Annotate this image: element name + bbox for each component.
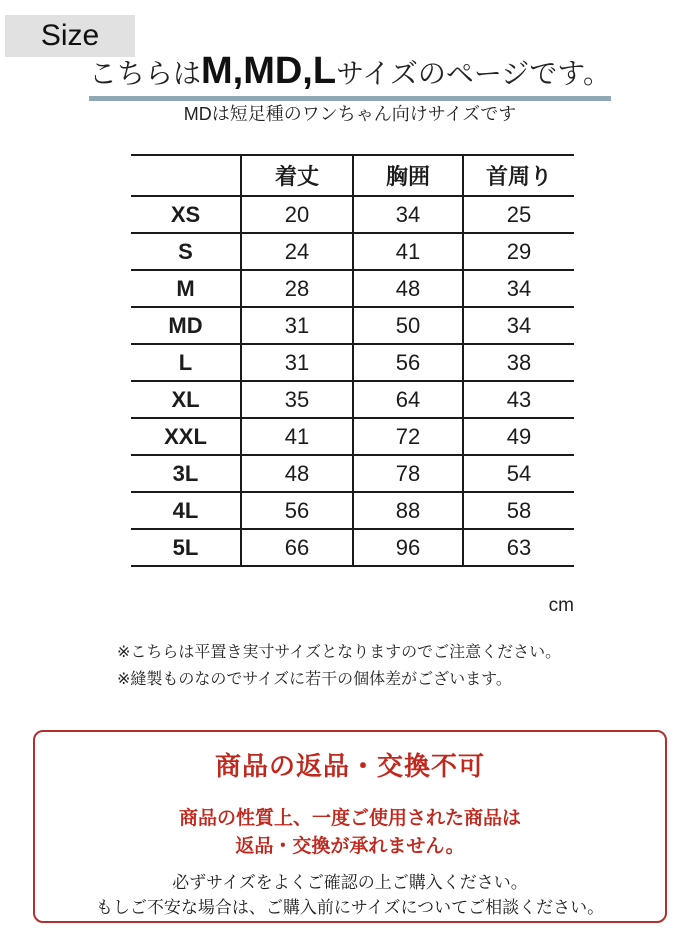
size-table-body [131,196,574,566]
table-row [131,529,574,566]
return-policy-warning-box [33,730,667,923]
header-cell-neck: 首周り [463,155,574,196]
warning-body-line: もしご不安な場合は、ご購入前にサイズについてご相談ください。 [95,898,605,917]
size-value: 58 [463,492,574,529]
table-row [131,196,574,233]
size-section-tag-label: Size [40,19,100,52]
warning-emphasis-line: 商品の性質上、一度ご使用された商品は [178,808,521,829]
header-cell-chest: 胸囲 [353,155,463,196]
table-row [131,418,574,455]
page-heading [0,50,700,101]
size-label: XXL [164,423,207,449]
table-row [131,344,574,381]
size-label: S [178,238,193,264]
size-value: 64 [353,381,463,418]
size-value: 25 [463,196,574,233]
size-note-line: ※こちらは平置き実寸サイズとなりますのでご注意ください。 [117,644,562,661]
size-value: 43 [463,381,574,418]
header-cell-blank [131,155,241,196]
size-notes [117,639,561,693]
page-heading-text [89,50,611,101]
table-row [131,455,574,492]
size-value: 41 [353,233,463,270]
size-value: 49 [463,418,574,455]
size-value: 88 [353,492,463,529]
size-value: 29 [463,233,574,270]
size-value: 31 [241,307,353,344]
size-value: 78 [353,455,463,492]
table-row [131,381,574,418]
size-value: 48 [241,455,353,492]
heading-prefix: こちらは [88,58,201,89]
size-value: 66 [241,529,353,566]
size-value: 34 [463,307,574,344]
size-label: 5L [172,534,199,560]
size-label: XS [170,201,201,227]
size-label: XL [171,386,200,412]
size-chart-table [131,154,574,567]
table-row [131,492,574,529]
size-value: 34 [353,196,463,233]
size-note-line: ※縫製ものなのでサイズに若干の個体差がございます。 [117,671,512,688]
size-value: 35 [241,381,353,418]
warning-body-line: 必ずサイズをよくご確認の上ご購入ください。 [172,873,528,892]
size-value: 63 [463,529,574,566]
header-row [131,155,574,196]
warning-emphasis-text [35,805,665,861]
size-value: 28 [241,270,353,307]
warning-title: 商品の返品・交換不可 [214,751,485,781]
size-value: 20 [241,196,353,233]
heading-size-highlight: M,MD,L [200,50,337,92]
header-cell-length: 着丈 [241,155,353,196]
size-chart-header [131,155,574,196]
size-label: MD [168,312,203,338]
size-value: 96 [353,529,463,566]
size-value: 56 [353,344,463,381]
size-value: 72 [353,418,463,455]
subheading-note: MDは短足種のワンちゃん向けサイズです [183,104,517,124]
size-value: 34 [463,270,574,307]
size-value: 50 [353,307,463,344]
size-value: 48 [353,270,463,307]
table-row [131,233,574,270]
size-value: 38 [463,344,574,381]
heading-suffix: サイズのページです。 [336,58,612,89]
unit-label: cm [548,595,574,616]
warning-body-text [35,870,665,920]
warning-emphasis-line: 返品・交換が承れません。 [235,836,465,857]
size-label: M [176,275,195,301]
size-label: 3L [172,460,199,486]
size-value: 54 [463,455,574,492]
size-value: 31 [241,344,353,381]
size-value: 24 [241,233,353,270]
size-label: L [178,349,193,375]
table-row [131,270,574,307]
size-value: 41 [241,418,353,455]
size-label: 4L [172,497,199,523]
size-value: 56 [241,492,353,529]
table-row [131,307,574,344]
